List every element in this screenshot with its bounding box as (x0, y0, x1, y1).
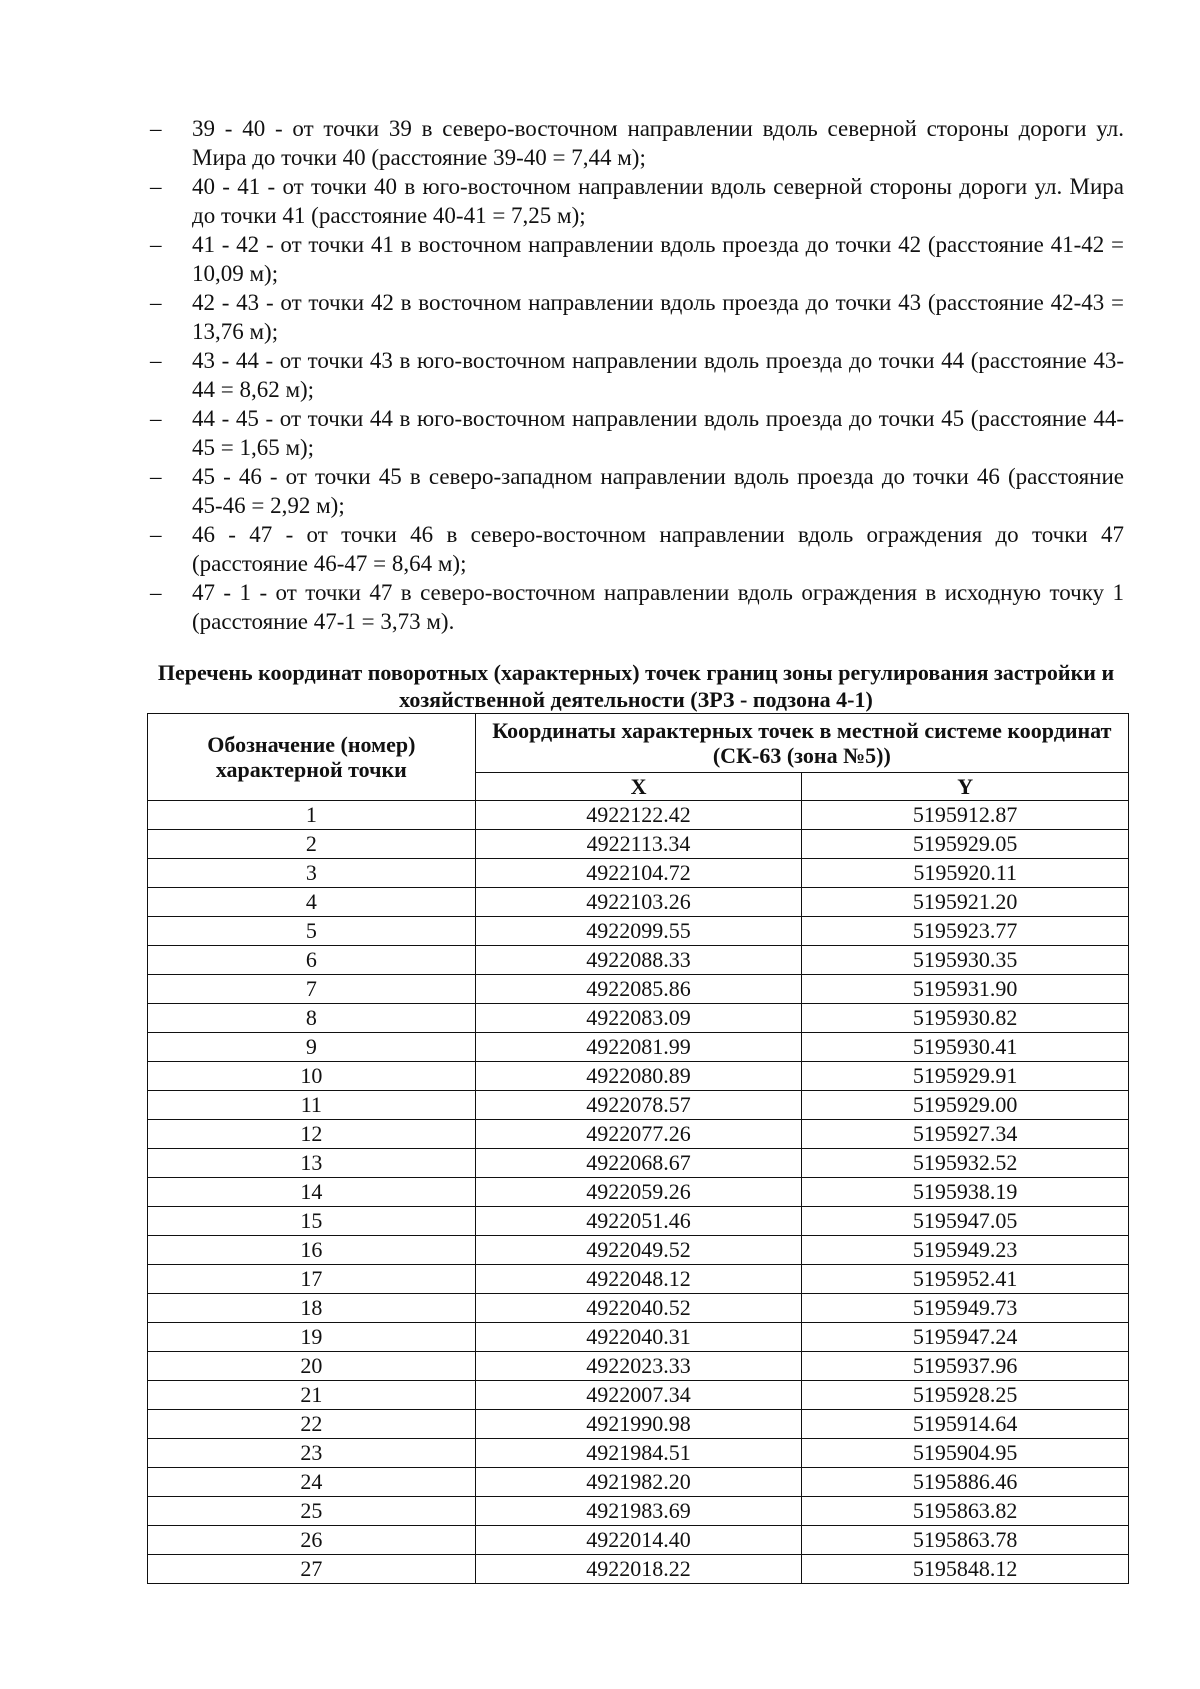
header-point-number: Обозначение (номер) характерной точки (148, 714, 476, 801)
list-dash: – (150, 580, 162, 605)
cell-y: 5195863.78 (802, 1526, 1129, 1555)
coordinates-table-body (148, 801, 1129, 1584)
coordinates-table (147, 713, 1129, 1584)
cell-x: 4922081.99 (475, 1033, 802, 1062)
cell-y: 5195952.41 (802, 1265, 1129, 1294)
table-row (148, 1497, 1129, 1526)
cell-point-number: 8 (148, 1004, 476, 1033)
cell-point-number: 3 (148, 859, 476, 888)
table-row (148, 801, 1129, 830)
cell-x: 4922122.42 (475, 801, 802, 830)
cell-x: 4922048.12 (475, 1265, 802, 1294)
cell-y: 5195928.25 (802, 1381, 1129, 1410)
list-item-text: 47 - 1 - от точки 47 в северо-восточном направлении вдоль ограждения в исходную точку 1 (расстояние 47-1 = 3,73 м). (192, 580, 1124, 634)
cell-point-number: 14 (148, 1178, 476, 1207)
cell-point-number: 4 (148, 888, 476, 917)
cell-y: 5195921.20 (802, 888, 1129, 917)
cell-x: 4921983.69 (475, 1497, 802, 1526)
cell-y: 5195929.00 (802, 1091, 1129, 1120)
list-dash: – (150, 174, 162, 199)
cell-y: 5195929.05 (802, 830, 1129, 859)
list-dash: – (150, 232, 162, 257)
cell-x: 4922051.46 (475, 1207, 802, 1236)
table-row (148, 1468, 1129, 1497)
list-item-text: 43 - 44 - от точки 43 в юго-восточном направлении вдоль проезда до точки 44 (расстояние 43-44 = 8,62 м); (192, 348, 1124, 402)
table-row (148, 888, 1129, 917)
cell-point-number: 25 (148, 1497, 476, 1526)
cell-point-number: 6 (148, 946, 476, 975)
cell-x: 4922014.40 (475, 1526, 802, 1555)
table-row (148, 1265, 1129, 1294)
table-caption: Перечень координат поворотных (характерных) точек границ зоны регулирования застройки и хозяйственной деятельности (ЗРЗ - подзона 4-1) (157, 660, 1115, 712)
table-row (148, 859, 1129, 888)
cell-point-number: 17 (148, 1265, 476, 1294)
table-row (148, 1062, 1129, 1091)
cell-y: 5195930.82 (802, 1004, 1129, 1033)
list-item (150, 172, 1124, 230)
cell-x: 4922083.09 (475, 1004, 802, 1033)
cell-x: 4921982.20 (475, 1468, 802, 1497)
cell-y: 5195920.11 (802, 859, 1129, 888)
list-item (150, 346, 1124, 404)
cell-x: 4921990.98 (475, 1410, 802, 1439)
cell-y: 5195904.95 (802, 1439, 1129, 1468)
cell-x: 4922018.22 (475, 1555, 802, 1584)
list-dash: – (150, 406, 162, 431)
cell-y: 5195947.05 (802, 1207, 1129, 1236)
cell-y: 5195938.19 (802, 1178, 1129, 1207)
table-row (148, 1352, 1129, 1381)
cell-y: 5195886.46 (802, 1468, 1129, 1497)
cell-x: 4921984.51 (475, 1439, 802, 1468)
list-dash: – (150, 116, 162, 141)
list-item-text: 44 - 45 - от точки 44 в юго-восточном направлении вдоль проезда до точки 45 (расстояние 44-45 = 1,65 м); (192, 406, 1124, 460)
cell-x: 4922023.33 (475, 1352, 802, 1381)
cell-point-number: 16 (148, 1236, 476, 1265)
table-row (148, 1526, 1129, 1555)
cell-x: 4922068.67 (475, 1149, 802, 1178)
cell-x: 4922103.26 (475, 888, 802, 917)
table-row (148, 1381, 1129, 1410)
cell-x: 4922049.52 (475, 1236, 802, 1265)
cell-point-number: 12 (148, 1120, 476, 1149)
table-row (148, 1207, 1129, 1236)
cell-y: 5195931.90 (802, 975, 1129, 1004)
list-item (150, 520, 1124, 578)
header-y: Y (802, 773, 1129, 801)
cell-point-number: 1 (148, 801, 476, 830)
cell-x: 4922078.57 (475, 1091, 802, 1120)
list-dash: – (150, 464, 162, 489)
table-row (148, 1555, 1129, 1584)
cell-y: 5195863.82 (802, 1497, 1129, 1526)
list-item (150, 114, 1124, 172)
cell-x: 4922113.34 (475, 830, 802, 859)
cell-point-number: 23 (148, 1439, 476, 1468)
table-row (148, 1323, 1129, 1352)
cell-x: 4922088.33 (475, 946, 802, 975)
table-row (148, 1178, 1129, 1207)
cell-point-number: 2 (148, 830, 476, 859)
cell-x: 4922040.31 (475, 1323, 802, 1352)
cell-point-number: 19 (148, 1323, 476, 1352)
cell-point-number: 11 (148, 1091, 476, 1120)
table-row (148, 1149, 1129, 1178)
cell-point-number: 18 (148, 1294, 476, 1323)
list-item-text: 45 - 46 - от точки 45 в северо-западном направлении вдоль проезда до точки 46 (расстояние 45-46 = 2,92 м); (192, 464, 1124, 518)
list-dash: – (150, 348, 162, 373)
list-dash: – (150, 522, 162, 547)
list-item (150, 404, 1124, 462)
list-item (150, 288, 1124, 346)
list-item-text: 42 - 43 - от точки 42 в восточном направлении вдоль проезда до точки 43 (расстояние 42-43 = 13,76 м); (192, 290, 1124, 344)
list-item-text: 39 - 40 - от точки 39 в северо-восточном направлении вдоль северной стороны дороги ул. Мира до точки 40 (расстояние 39-40 = 7,44 м); (192, 116, 1124, 170)
cell-x: 4922040.52 (475, 1294, 802, 1323)
cell-x: 4922085.86 (475, 975, 802, 1004)
list-item-text: 41 - 42 - от точки 41 в восточном направлении вдоль проезда до точки 42 (расстояние 41-42 = 10,09 м); (192, 232, 1124, 286)
cell-point-number: 20 (148, 1352, 476, 1381)
cell-x: 4922099.55 (475, 917, 802, 946)
cell-y: 5195929.91 (802, 1062, 1129, 1091)
cell-y: 5195912.87 (802, 801, 1129, 830)
table-row (148, 946, 1129, 975)
cell-point-number: 9 (148, 1033, 476, 1062)
list-item (150, 578, 1124, 636)
cell-x: 4922080.89 (475, 1062, 802, 1091)
cell-y: 5195947.24 (802, 1323, 1129, 1352)
cell-y: 5195937.96 (802, 1352, 1129, 1381)
cell-point-number: 15 (148, 1207, 476, 1236)
cell-point-number: 21 (148, 1381, 476, 1410)
cell-point-number: 13 (148, 1149, 476, 1178)
boundary-description-list (150, 114, 1124, 636)
cell-y: 5195848.12 (802, 1555, 1129, 1584)
cell-x: 4922007.34 (475, 1381, 802, 1410)
table-row (148, 1033, 1129, 1062)
cell-y: 5195949.73 (802, 1294, 1129, 1323)
list-dash: – (150, 290, 162, 315)
cell-point-number: 27 (148, 1555, 476, 1584)
cell-point-number: 22 (148, 1410, 476, 1439)
list-item (150, 462, 1124, 520)
cell-x: 4922077.26 (475, 1120, 802, 1149)
cell-point-number: 5 (148, 917, 476, 946)
cell-point-number: 10 (148, 1062, 476, 1091)
table-row (148, 1410, 1129, 1439)
cell-y: 5195949.23 (802, 1236, 1129, 1265)
table-row (148, 975, 1129, 1004)
cell-y: 5195930.35 (802, 946, 1129, 975)
list-item-text: 40 - 41 - от точки 40 в юго-восточном направлении вдоль северной стороны дороги ул. Мира до точки 41 (расстояние 40-41 = 7,25 м); (192, 174, 1124, 228)
header-x: X (475, 773, 802, 801)
table-row (148, 1236, 1129, 1265)
table-row (148, 1004, 1129, 1033)
cell-point-number: 7 (148, 975, 476, 1004)
table-row (148, 1294, 1129, 1323)
table-row (148, 1439, 1129, 1468)
cell-y: 5195923.77 (802, 917, 1129, 946)
list-item (150, 230, 1124, 288)
table-row (148, 1120, 1129, 1149)
cell-x: 4922104.72 (475, 859, 802, 888)
cell-point-number: 26 (148, 1526, 476, 1555)
cell-y: 5195927.34 (802, 1120, 1129, 1149)
cell-point-number: 24 (148, 1468, 476, 1497)
cell-y: 5195930.41 (802, 1033, 1129, 1062)
cell-x: 4922059.26 (475, 1178, 802, 1207)
table-row (148, 917, 1129, 946)
cell-y: 5195932.52 (802, 1149, 1129, 1178)
table-row (148, 830, 1129, 859)
table-row (148, 1091, 1129, 1120)
list-item-text: 46 - 47 - от точки 46 в северо-восточном направлении вдоль ограждения до точки 47 (расстояние 46-47 = 8,64 м); (192, 522, 1124, 576)
header-coordinates: Координаты характерных точек в местной системе координат (СК-63 (зона №5)) (475, 714, 1128, 773)
cell-y: 5195914.64 (802, 1410, 1129, 1439)
